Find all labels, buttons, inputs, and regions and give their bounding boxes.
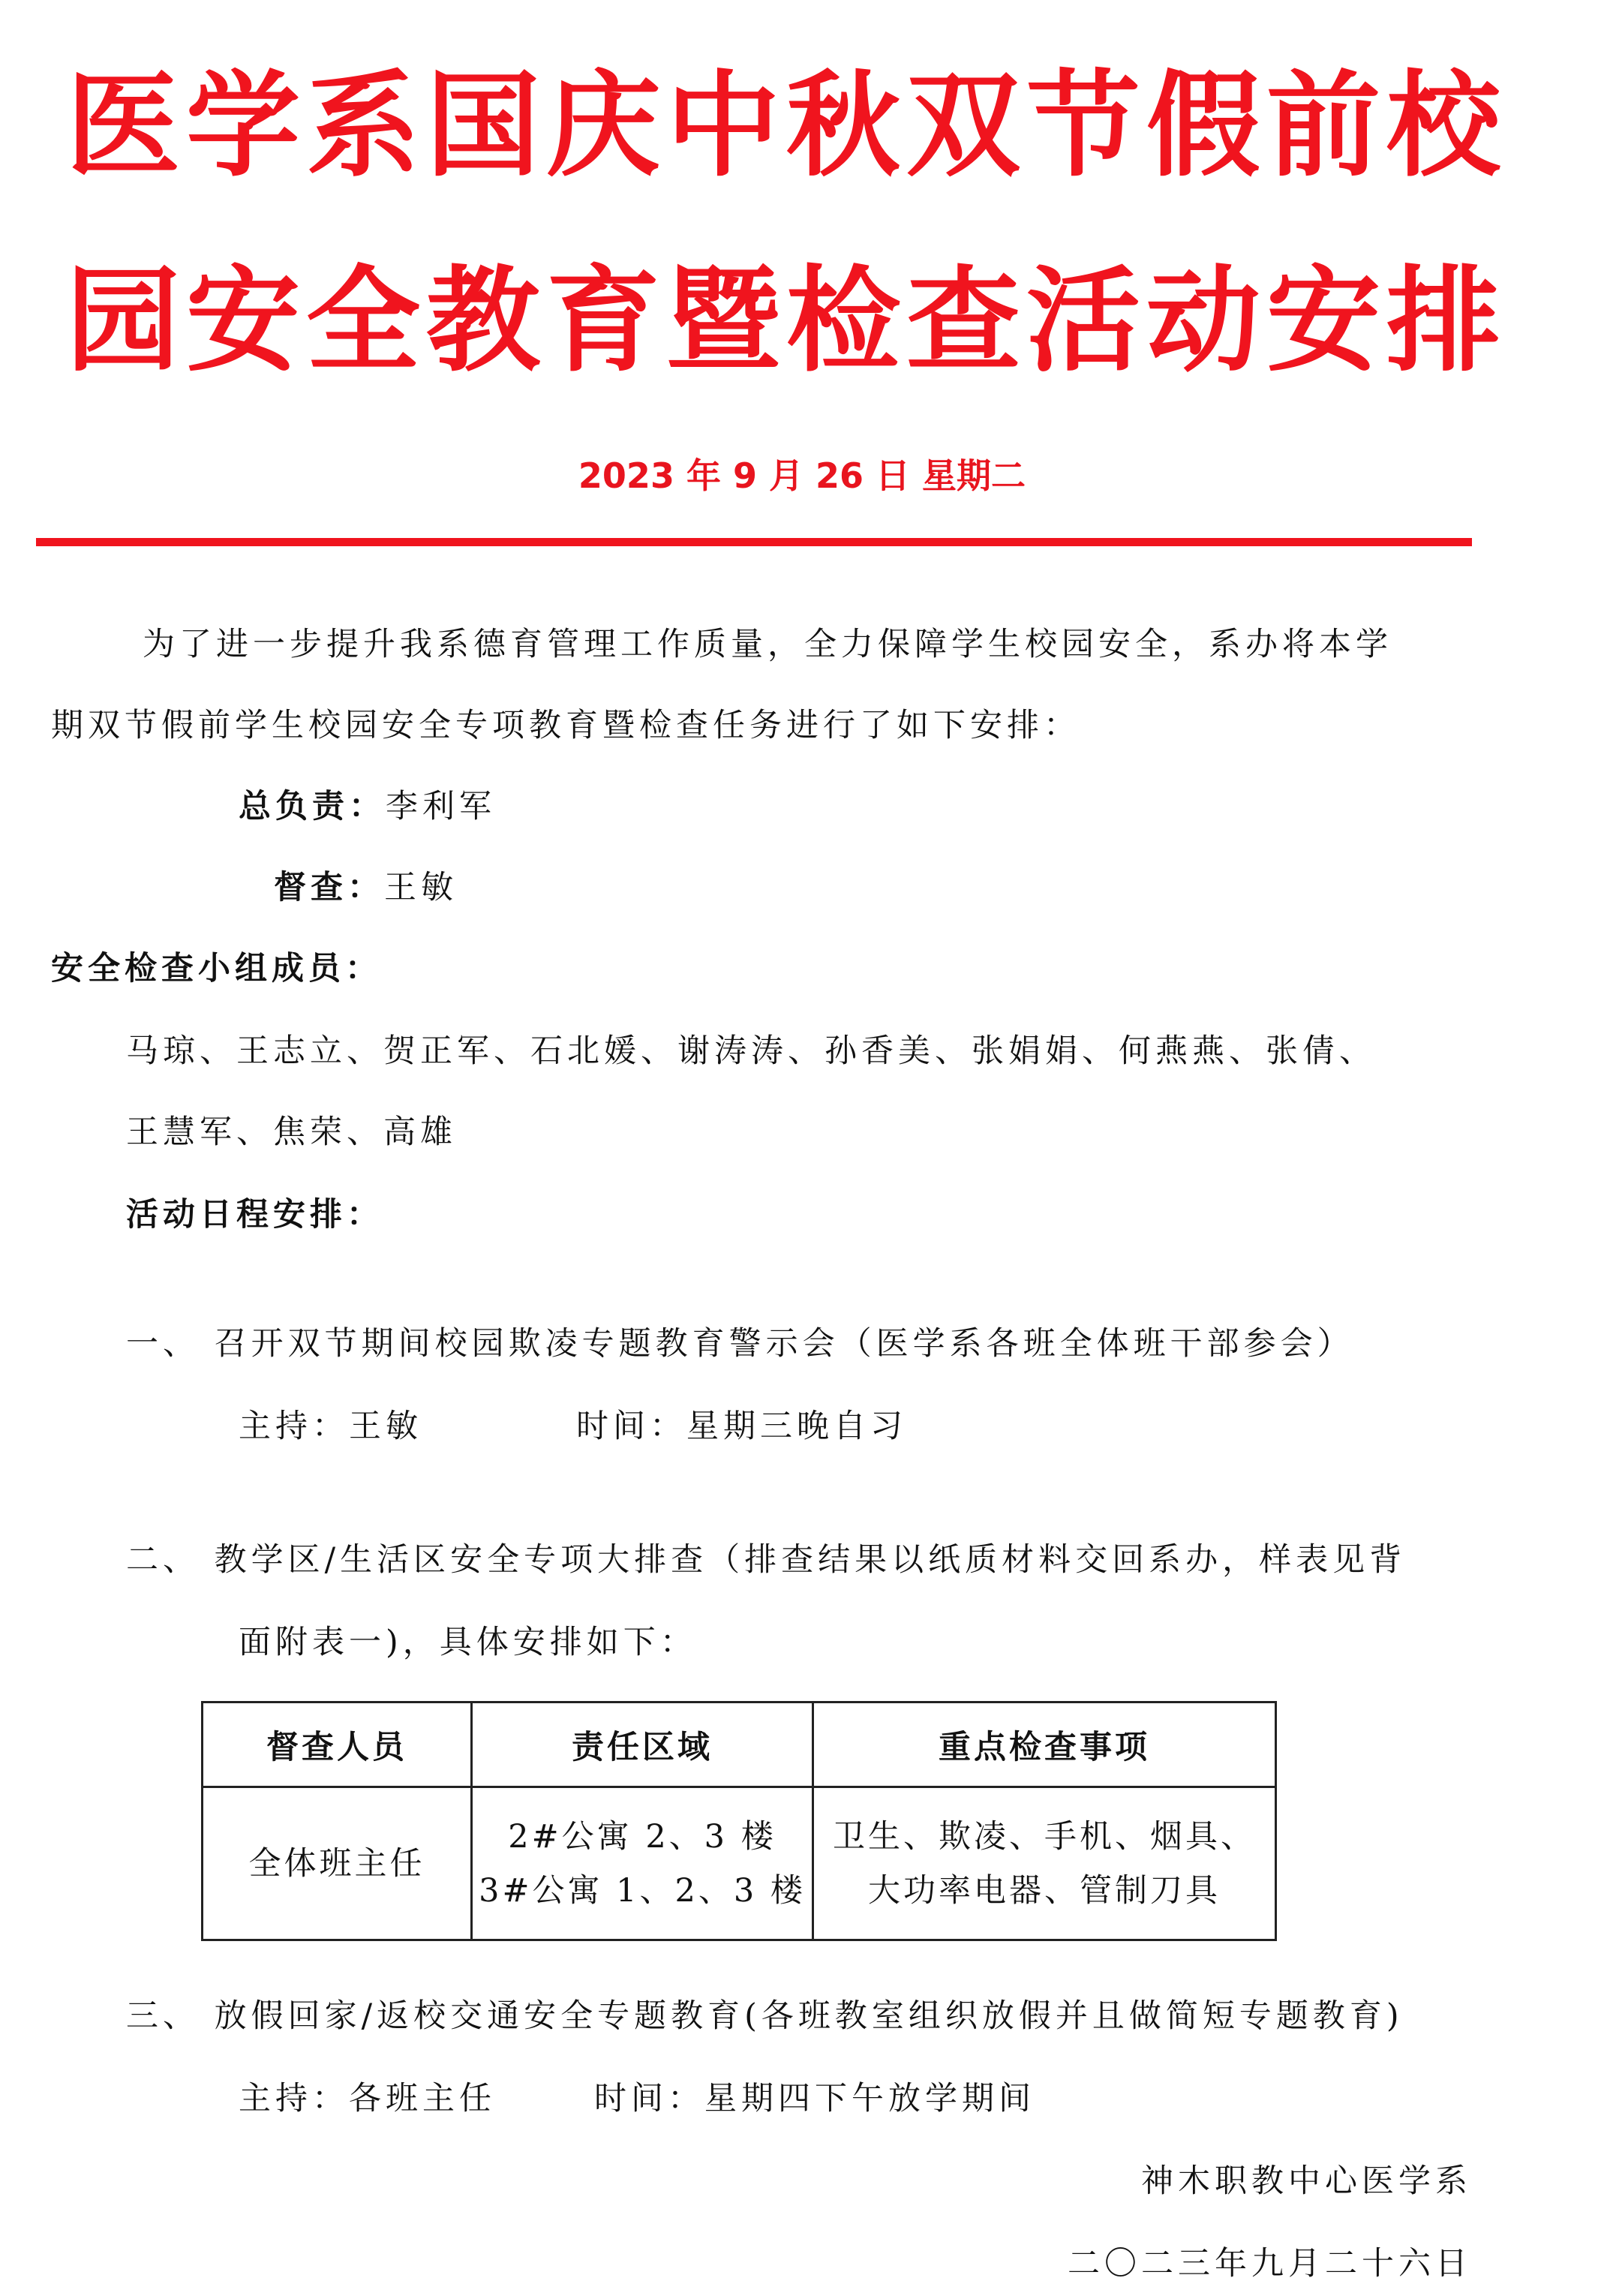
supervisor-label: 督查： bbox=[274, 869, 384, 906]
supervisor-name: 王敏 bbox=[384, 869, 458, 906]
focus-line-1: 卫生、欺凌、手机、烟具、 bbox=[833, 1817, 1256, 1856]
supervisor-row bbox=[274, 869, 458, 906]
table-row bbox=[203, 1787, 1276, 1940]
intro-line-1: 为了进一步提升我系德育管理工作质量，全力保障学生校园安全，系办将本学 bbox=[143, 626, 1392, 663]
document-title-line-2: 园安全教育暨检查活动安排 bbox=[66, 254, 1506, 387]
schedule-label: 活动日程安排： bbox=[126, 1196, 383, 1234]
table-cell-staff: 全体班主任 bbox=[203, 1787, 472, 1940]
footer-organization: 神木职教中心医学系 bbox=[1141, 2162, 1472, 2200]
intro-line-2: 期双节假前学生校园安全专项教育暨检查任务进行了如下安排： bbox=[51, 707, 1080, 744]
table-cell-area bbox=[472, 1787, 813, 1940]
chief-row bbox=[239, 788, 496, 825]
red-divider-rule bbox=[36, 538, 1472, 546]
chief-name: 李利军 bbox=[386, 788, 496, 825]
table-cell-focus bbox=[813, 1787, 1276, 1940]
item-2-title-line-2: 面附表一)，具体安排如下： bbox=[239, 1624, 697, 1661]
area-line-2: 3#公寓 1、2、3 楼 bbox=[479, 1871, 806, 1910]
inspection-table bbox=[201, 1701, 1277, 1941]
table-header-row bbox=[203, 1702, 1276, 1787]
item-3-title: 三、 放假回家/返校交通安全专题教育(各班教室组织放假并且做简短专题教育) bbox=[126, 1997, 1404, 2035]
item-3-time: 时间：星期四下午放学期间 bbox=[594, 2080, 1035, 2117]
table-header-cell: 责任区域 bbox=[472, 1702, 813, 1787]
item-3-host: 主持：各班主任 bbox=[239, 2080, 496, 2117]
team-members-line-2: 王慧军、焦荣、高雄 bbox=[126, 1113, 457, 1151]
table-header-cell: 重点检查事项 bbox=[813, 1702, 1276, 1787]
area-line-1: 2#公寓 2、3 楼 bbox=[508, 1817, 776, 1856]
document-date: 2023 年 9 月 26 日 星期二 bbox=[578, 455, 1026, 496]
item-1-title: 一、 召开双节期间校园欺凌专题教育警示会（医学系各班全体班干部参会） bbox=[126, 1325, 1354, 1363]
focus-line-2: 大功率电器、管制刀具 bbox=[868, 1871, 1221, 1910]
team-label: 安全检查小组成员： bbox=[51, 950, 382, 987]
item-2-title-line-1: 二、 教学区/生活区安全专项大排查（排查结果以纸质材料交回系办，样表见背 bbox=[126, 1541, 1407, 1579]
item-1-time: 时间：星期三晚自习 bbox=[576, 1408, 907, 1445]
item-1-host: 主持：王敏 bbox=[239, 1408, 422, 1445]
chief-label: 总负责： bbox=[239, 788, 386, 825]
footer-date: 二〇二三年九月二十六日 bbox=[1068, 2245, 1472, 2282]
document-title-line-1: 医学系国庆中秋双节假前校 bbox=[66, 59, 1506, 192]
team-members-line-1: 马琼、王志立、贺正军、石北媛、谢涛涛、孙香美、张娟娟、何燕燕、张倩、 bbox=[126, 1032, 1376, 1070]
table-header-cell: 督查人员 bbox=[203, 1702, 472, 1787]
